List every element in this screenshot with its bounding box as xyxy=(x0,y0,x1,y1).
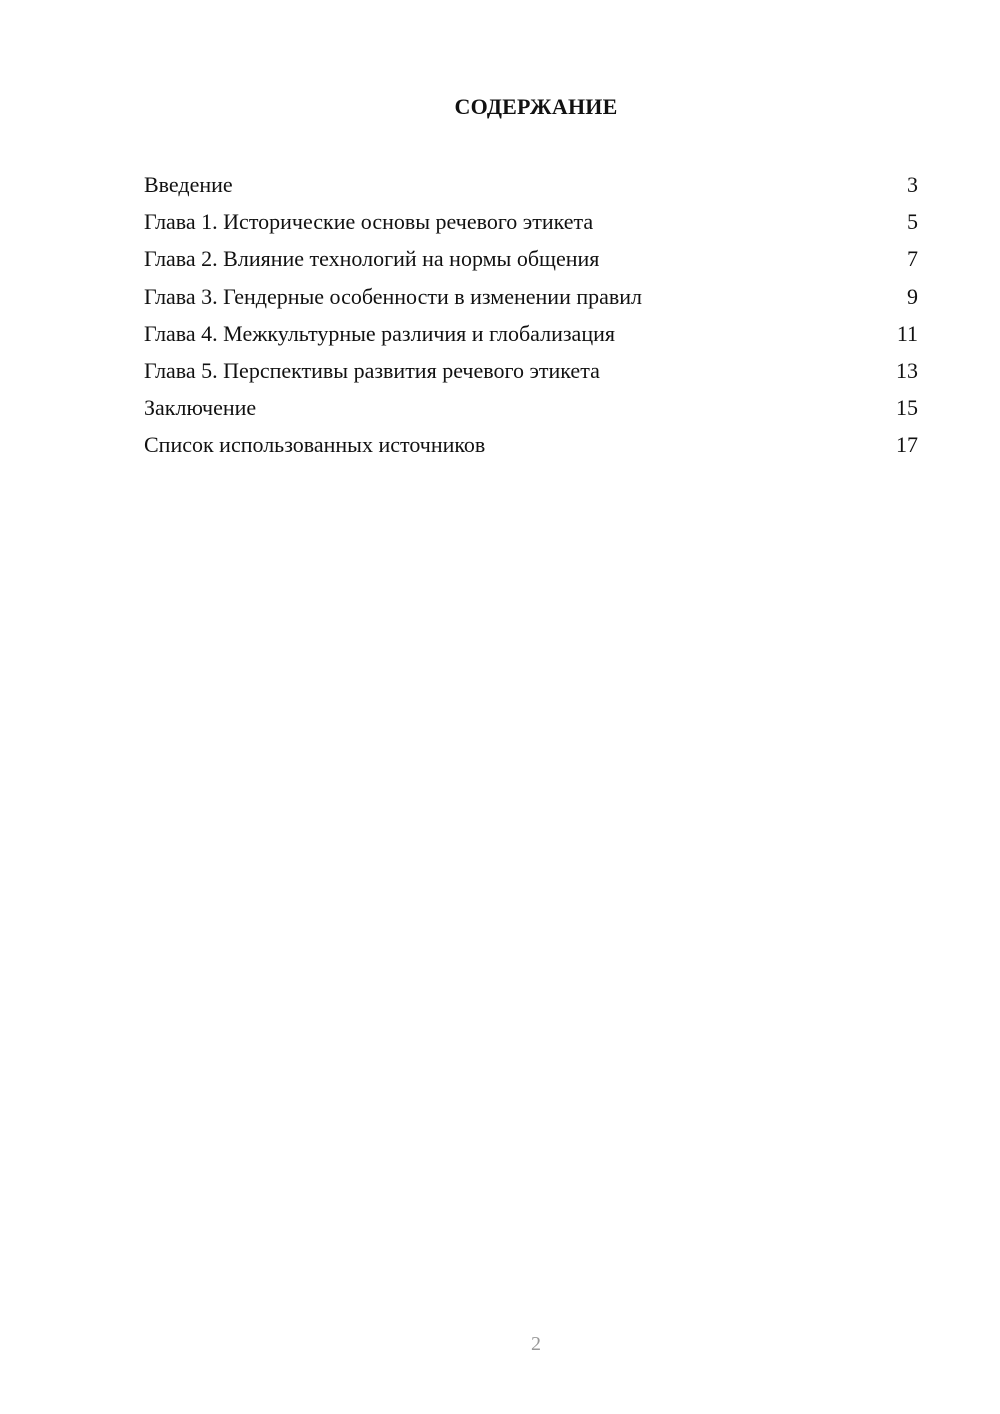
toc-entry xyxy=(144,317,918,354)
toc-entry-label: Глава 2. Влияние технологий на нормы общения xyxy=(144,246,600,272)
toc-entry xyxy=(144,242,918,279)
toc-entry xyxy=(144,428,918,465)
toc-entry-label: Введение xyxy=(144,172,233,197)
toc-entry-label: Список использованных источников xyxy=(144,432,486,458)
toc-entry xyxy=(144,354,918,391)
toc-entry xyxy=(144,168,918,205)
toc-entry-page: 5 xyxy=(907,209,918,235)
toc-entry-label: Заключение xyxy=(144,395,257,421)
toc-entry-label: Глава 1. Исторические основы речевого этикета xyxy=(144,209,594,235)
toc-title: СОДЕРЖАНИЕ xyxy=(454,94,618,119)
table-of-contents xyxy=(144,168,918,466)
toc-entry-page: 17 xyxy=(896,432,918,458)
toc-entry-page: 3 xyxy=(907,172,918,197)
toc-entry xyxy=(144,391,918,428)
toc-entry-label: Глава 3. Гендерные особенности в изменении правил xyxy=(144,283,643,309)
page-number: 2 xyxy=(531,1333,541,1355)
toc-entry-page: 15 xyxy=(896,395,918,421)
toc-entry-page: 13 xyxy=(896,357,918,383)
toc-entry-page: 9 xyxy=(907,283,918,309)
toc-entry-label: Глава 5. Перспективы развития речевого этикета xyxy=(144,357,600,383)
toc-entry xyxy=(144,205,918,242)
toc-entry-page: 7 xyxy=(907,246,918,272)
toc-entry-label: Глава 4. Межкультурные различия и глобализация xyxy=(144,320,615,346)
toc-entry-page: 11 xyxy=(896,320,918,346)
toc-entry xyxy=(144,280,918,317)
